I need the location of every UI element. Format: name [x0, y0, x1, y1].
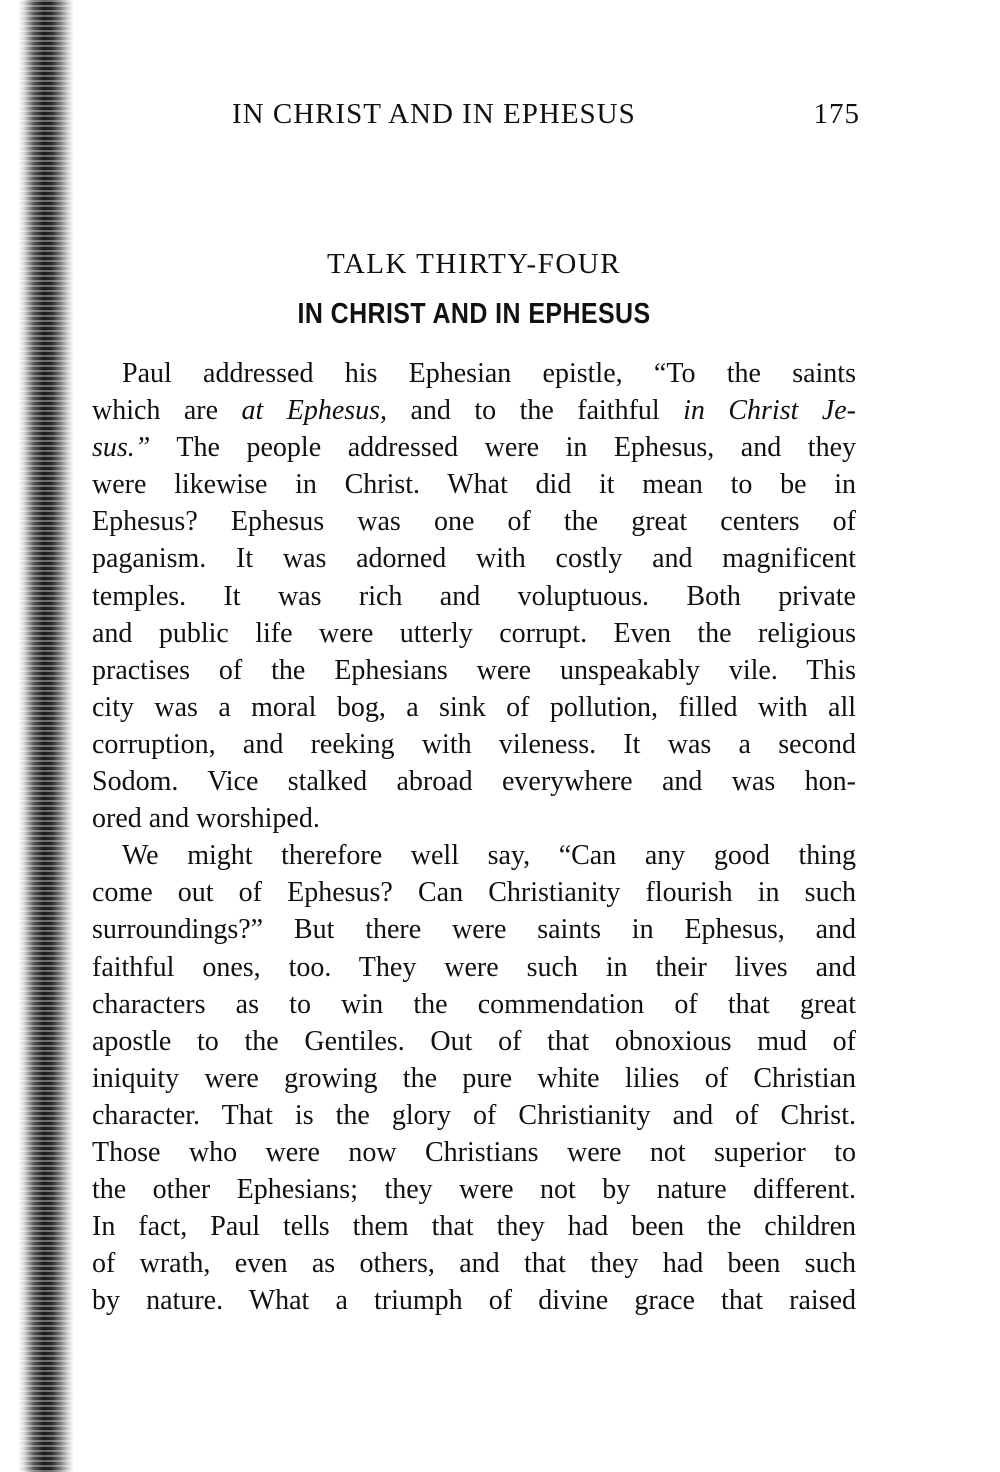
text-line: city was a moral bog, a sink of pollution, filled with all [92, 691, 856, 723]
text-line: Those who were now Christians were not superior to [92, 1136, 856, 1168]
scanned-page-gutter [0, 0, 74, 1472]
text-line: We might therefore well say, “Can any good thing [122, 840, 856, 872]
text-line: which are at Ephesus, and to the faithful in Christ Je- [92, 395, 857, 427]
text-line: paganism. It was adorned with costly and magnificent [92, 543, 856, 575]
text-line: by nature. What a triumph of divine grace that raised [92, 1285, 856, 1317]
italic-phrase: at Ephesus, [241, 395, 388, 427]
text-line: corruption, and reeking with vileness. It was a second [92, 728, 856, 760]
text-line: Paul addressed his Ephesian epistle, “To the saints [122, 358, 856, 389]
talk-label: TALK THIRTY-FOUR [326, 248, 622, 280]
text-line: practises of the Ephesians were unspeakably vile. This [92, 654, 856, 686]
body-text [92, 355, 856, 1319]
chapter-title: IN CHRIST AND IN EPHESUS [297, 298, 651, 330]
text-line: Ephesus? Ephesus was one of the great centers of [92, 506, 856, 538]
page-header [232, 98, 860, 134]
text-line: and public life were utterly corrupt. Even the religious [92, 617, 856, 649]
text-line: surroundings?” But there were saints in Ephesus, and [92, 914, 856, 946]
text-line: ored and worshiped. [92, 803, 320, 835]
text-line: iniquity were growing the pure white lilies of Christian [92, 1062, 856, 1094]
paragraph-2 [92, 837, 856, 1319]
text-line: apostle to the Gentiles. Out of that obnoxious mud of [92, 1025, 856, 1057]
text-line: faithful ones, too. They were such in their lives and [92, 951, 856, 983]
italic-phrase: in Christ Je- [683, 395, 857, 427]
text-line: character. That is the glory of Christianity and of Christ. [92, 1099, 856, 1131]
text-line: the other Ephesians; they were not by nature different. [92, 1174, 856, 1206]
paragraph-1 [92, 355, 856, 837]
text-line: sus.” The people addressed were in Ephesus, and they [92, 432, 856, 464]
text-line: In fact, Paul tells them that they had been the children [92, 1211, 856, 1243]
text-line: come out of Ephesus? Can Christianity flourish in such [92, 877, 856, 909]
italic-phrase: sus.” [92, 432, 151, 464]
running-head: IN CHRIST AND IN EPHESUS [232, 98, 636, 130]
text-line: temples. It was rich and voluptuous. Both private [92, 580, 856, 612]
text-line: characters as to win the commendation of that great [92, 988, 856, 1020]
text-line: Sodom. Vice stalked abroad everywhere and was hon- [92, 766, 856, 798]
page-number: 175 [813, 98, 860, 130]
text-line: of wrath, even as others, and that they had been such [92, 1248, 856, 1280]
text-line: were likewise in Christ. What did it mean to be in [92, 469, 856, 501]
